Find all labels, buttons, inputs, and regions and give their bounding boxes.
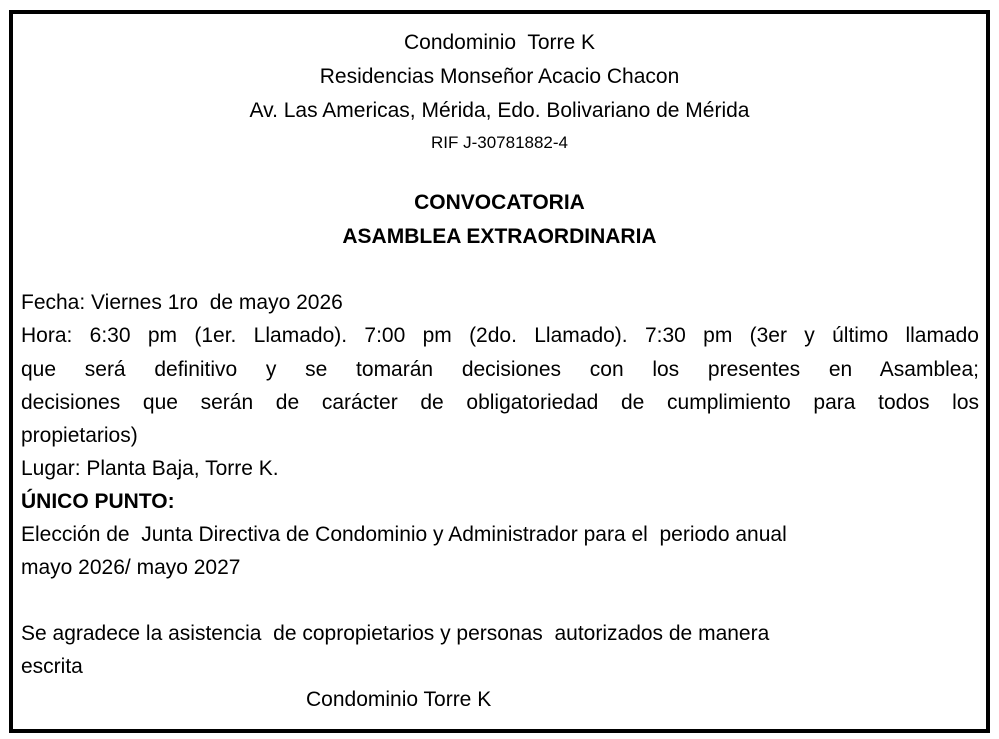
hora-line-4: propietarios) xyxy=(21,424,138,447)
agradecimiento-line-2: escrita xyxy=(21,655,83,678)
title-convocatoria: CONVOCATORIA xyxy=(414,191,585,214)
punto-line-1: Elección de Junta Directiva de Condominio y Administrador para el periodo anual xyxy=(21,523,787,546)
hora-line-3: decisiones que serán de carácter de obligatoriedad de cumplimiento para todos los xyxy=(21,391,979,414)
signature: Condominio Torre K xyxy=(306,688,492,711)
title-asamblea: ASAMBLEA EXTRAORDINARIA xyxy=(342,225,657,248)
hora-line-2: que será definitivo y se tomarán decisiones con los presentes en Asamblea; xyxy=(21,358,979,381)
unico-punto-heading: ÚNICO PUNTO: xyxy=(21,490,175,513)
lugar-line: Lugar: Planta Baja, Torre K. xyxy=(21,457,279,480)
hora-line-1: Hora: 6:30 pm (1er. Llamado). 7:00 pm (2do. Llamado). 7:30 pm (3er y último llamado xyxy=(21,324,979,347)
header-residence-name: Residencias Monseñor Acacio Chacon xyxy=(319,65,680,88)
punto-line-2: mayo 2026/ mayo 2027 xyxy=(21,556,241,579)
header-rif: RIF J-30781882-4 xyxy=(430,133,569,152)
document-frame xyxy=(9,10,990,733)
header-address: Av. Las Americas, Mérida, Edo. Bolivariano de Mérida xyxy=(249,99,750,122)
agradecimiento-line-1: Se agradece la asistencia de copropietarios y personas autorizados de manera xyxy=(21,622,770,645)
header-condominium-name: Condominio Torre K xyxy=(403,31,596,54)
fecha-line: Fecha: Viernes 1ro de mayo 2026 xyxy=(21,291,343,314)
